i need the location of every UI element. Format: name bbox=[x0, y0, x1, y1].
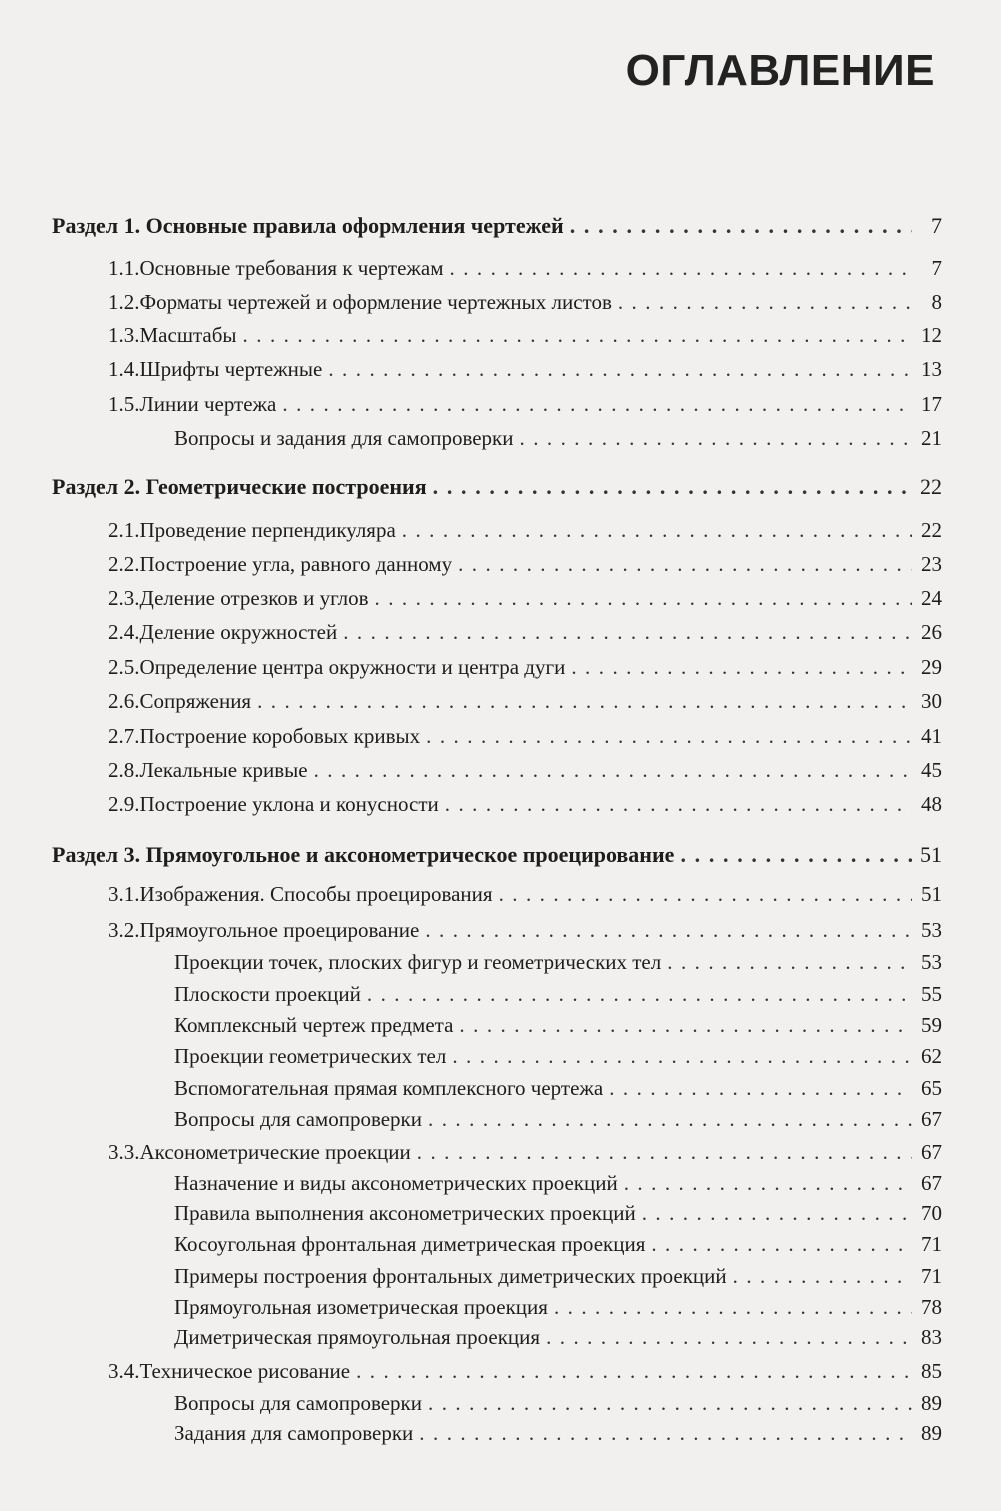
toc-entry-page: 26 bbox=[921, 620, 942, 644]
toc-entry-page: 59 bbox=[921, 1013, 942, 1037]
toc-section bbox=[52, 843, 942, 867]
toc-entry-page: 7 bbox=[931, 256, 942, 280]
toc-entry-title: Косоугольная фронтальная диметрическая проекция bbox=[174, 1232, 646, 1256]
toc-entry-title: Лекальные кривые bbox=[139, 758, 308, 782]
toc-entry-title: Прямоугольная изометрическая проекция bbox=[174, 1295, 548, 1319]
toc-entry-title: Раздел 3. Прямоугольное и аксонометрическое проецирование bbox=[52, 842, 675, 867]
dot-leader bbox=[570, 214, 912, 238]
toc-entry-page: 51 bbox=[920, 842, 942, 867]
toc-entry-title: Вопросы и задания для самопроверки bbox=[174, 426, 514, 450]
toc-entry-page: 53 bbox=[921, 950, 942, 974]
dot-leader bbox=[499, 882, 912, 906]
toc-entry-title: Плоскости проекций bbox=[174, 982, 361, 1006]
toc-entry-page: 70 bbox=[921, 1201, 942, 1225]
dot-leader bbox=[554, 1295, 912, 1319]
toc-entry-title: Правила выполнения аксонометрических проекций bbox=[174, 1201, 636, 1225]
dot-leader bbox=[642, 1201, 912, 1225]
toc-entry-number: 1.1. bbox=[108, 256, 140, 280]
toc-entry-page: 45 bbox=[921, 758, 942, 782]
toc-entry-title: Примеры построения фронтальных диметрических проекций bbox=[174, 1264, 727, 1288]
dot-leader bbox=[624, 1171, 912, 1195]
toc-entry bbox=[52, 1391, 942, 1415]
toc-entry-page: 41 bbox=[921, 724, 942, 748]
toc-entry-number: 3.4. bbox=[108, 1359, 140, 1383]
dot-leader bbox=[733, 1264, 912, 1288]
toc-entry-title: Шрифты чертежные bbox=[139, 357, 323, 381]
toc-entry bbox=[52, 1013, 942, 1037]
toc-entry-number: 2.9. bbox=[108, 792, 140, 816]
toc-entry-number: 2.8. bbox=[108, 758, 140, 782]
toc-entry-page: 62 bbox=[921, 1044, 942, 1068]
toc-entry bbox=[52, 586, 942, 610]
toc-entry bbox=[52, 620, 942, 644]
toc-entry bbox=[52, 792, 942, 816]
toc-entry-number: 3.2. bbox=[108, 918, 140, 942]
toc-entry bbox=[52, 392, 942, 416]
dot-leader bbox=[257, 689, 912, 713]
toc-entry-title: Проведение перпендикуляра bbox=[139, 518, 396, 542]
toc-entry bbox=[52, 1171, 942, 1195]
dot-leader bbox=[356, 1359, 912, 1383]
dot-leader bbox=[419, 1421, 912, 1445]
toc-entry-number: 2.1. bbox=[108, 518, 140, 542]
dot-leader bbox=[367, 982, 912, 1006]
toc-entry-page: 71 bbox=[921, 1232, 942, 1256]
toc-entry bbox=[52, 518, 942, 542]
toc-entry bbox=[52, 1421, 942, 1445]
toc-entry-number: 2.7. bbox=[108, 724, 140, 748]
toc-entry-page: 29 bbox=[921, 655, 942, 679]
toc-entry-title: Сопряжения bbox=[139, 689, 252, 713]
toc-entry-page: 21 bbox=[921, 426, 942, 450]
toc-entry-page: 53 bbox=[921, 918, 942, 942]
toc-entry bbox=[52, 323, 942, 347]
toc-entry-title: Задания для самопроверки bbox=[174, 1421, 414, 1445]
toc-entry-page: 7 bbox=[931, 213, 942, 238]
toc-section bbox=[52, 475, 942, 499]
toc-entry-page: 67 bbox=[921, 1171, 942, 1195]
dot-leader bbox=[546, 1325, 912, 1349]
toc-entry bbox=[52, 918, 942, 942]
toc-section bbox=[52, 214, 942, 238]
dot-leader bbox=[417, 1140, 912, 1164]
toc-entry-page: 22 bbox=[920, 474, 942, 499]
toc-entry-title: Определение центра окружности и центра дуги bbox=[139, 655, 566, 679]
toc-entry-page: 89 bbox=[921, 1391, 942, 1415]
toc-entry-title: Построение угла, равного данному bbox=[139, 552, 453, 576]
dot-leader bbox=[428, 1391, 912, 1415]
dot-leader bbox=[433, 475, 912, 499]
toc-entry bbox=[52, 1264, 942, 1288]
toc-entry bbox=[52, 655, 942, 679]
toc-entry-number: 2.5. bbox=[108, 655, 140, 679]
toc-entry-page: 85 bbox=[921, 1359, 942, 1383]
dot-leader bbox=[282, 392, 912, 416]
dot-leader bbox=[314, 758, 912, 782]
dot-leader bbox=[425, 918, 912, 942]
toc-entry bbox=[52, 290, 942, 314]
toc-entry-page: 71 bbox=[921, 1264, 942, 1288]
toc-entry bbox=[52, 758, 942, 782]
toc-entry-page: 8 bbox=[931, 290, 942, 314]
dot-leader bbox=[428, 1107, 912, 1131]
toc-entry bbox=[52, 256, 942, 280]
toc-entry bbox=[52, 882, 942, 906]
toc-entry-title: Изображения. Способы проецирования bbox=[139, 882, 493, 906]
toc-entry-number: 1.3. bbox=[108, 323, 140, 347]
toc-entry-title: Проекции точек, плоских фигур и геометрических тел bbox=[174, 950, 662, 974]
toc-entry-title: Аксонометрические проекции bbox=[139, 1140, 411, 1164]
dot-leader bbox=[452, 1044, 912, 1068]
toc-entry-page: 30 bbox=[921, 689, 942, 713]
toc-entry bbox=[52, 1140, 942, 1164]
toc-entry-title: Раздел 1. Основные правила оформления чертежей bbox=[52, 213, 564, 238]
dot-leader bbox=[402, 518, 912, 542]
page-title: ОГЛАВЛЕНИЕ bbox=[625, 46, 935, 95]
toc-entry-title: Линии чертежа bbox=[139, 392, 277, 416]
toc-entry-page: 17 bbox=[921, 392, 942, 416]
dot-leader bbox=[667, 950, 912, 974]
toc-entry-title: Диметрическая прямоугольная проекция bbox=[174, 1325, 541, 1349]
toc-entry-title: Основные требования к чертежам bbox=[139, 256, 444, 280]
toc-entry bbox=[52, 724, 942, 748]
toc-entry bbox=[52, 1325, 942, 1349]
toc-entry-page: 23 bbox=[921, 552, 942, 576]
toc-entry-title: Вопросы для самопроверки bbox=[174, 1107, 423, 1131]
toc-entry-page: 78 bbox=[921, 1295, 942, 1319]
toc-entry-title: Раздел 2. Геометрические построения bbox=[52, 474, 427, 499]
toc-entry bbox=[52, 552, 942, 576]
dot-leader bbox=[426, 724, 912, 748]
dot-leader bbox=[618, 290, 912, 314]
toc-entry bbox=[52, 1359, 942, 1383]
toc-entry-number: 3.1. bbox=[108, 882, 140, 906]
toc-entry bbox=[52, 1232, 942, 1256]
toc-entry-title: Вопросы для самопроверки bbox=[174, 1391, 423, 1415]
toc-entry bbox=[52, 982, 942, 1006]
dot-leader bbox=[375, 586, 912, 610]
toc-entry-title: Построение коробовых кривых bbox=[139, 724, 421, 748]
dot-leader bbox=[571, 655, 912, 679]
toc-entry bbox=[52, 689, 942, 713]
toc-entry-page: 67 bbox=[921, 1107, 942, 1131]
toc-entry-title: Комплексный чертеж предмета bbox=[174, 1013, 454, 1037]
toc-entry-number: 1.5. bbox=[108, 392, 140, 416]
toc-entry-page: 22 bbox=[921, 518, 942, 542]
toc-entry-number: 2.4. bbox=[108, 620, 140, 644]
toc-entry-page: 48 bbox=[921, 792, 942, 816]
toc-entry-title: Вспомогательная прямая комплексного чертежа bbox=[174, 1076, 604, 1100]
toc-entry-number: 3.3. bbox=[108, 1140, 140, 1164]
dot-leader bbox=[459, 1013, 912, 1037]
toc-entry-number: 1.4. bbox=[108, 357, 140, 381]
toc-entry bbox=[52, 1076, 942, 1100]
toc-entry bbox=[52, 950, 942, 974]
toc-entry-title: Масштабы bbox=[139, 323, 237, 347]
toc-entry-title: Деление окружностей bbox=[139, 620, 338, 644]
toc-entry-title: Прямоугольное проецирование bbox=[139, 918, 420, 942]
toc-entry-page: 12 bbox=[921, 323, 942, 347]
toc-entry-page: 51 bbox=[921, 882, 942, 906]
toc-entry-page: 55 bbox=[921, 982, 942, 1006]
toc-entry-number: 2.6. bbox=[108, 689, 140, 713]
toc-entry-title: Назначение и виды аксонометрических проекций bbox=[174, 1171, 618, 1195]
toc-entry-title: Форматы чертежей и оформление чертежных листов bbox=[139, 290, 612, 314]
toc-entry-number: 1.2. bbox=[108, 290, 140, 314]
toc-entry-number: 2.2. bbox=[108, 552, 140, 576]
toc-entry-title: Деление отрезков и углов bbox=[139, 586, 369, 610]
toc-entry bbox=[52, 1107, 942, 1131]
toc-entry-page: 89 bbox=[921, 1421, 942, 1445]
toc-entry-number: 2.3. bbox=[108, 586, 140, 610]
toc-entry-title: Техническое рисование bbox=[139, 1359, 351, 1383]
dot-leader bbox=[243, 323, 912, 347]
dot-leader bbox=[680, 843, 912, 867]
toc-entry-title: Проекции геометрических тел bbox=[174, 1044, 447, 1068]
dot-leader bbox=[328, 357, 912, 381]
dot-leader bbox=[609, 1076, 912, 1100]
toc-entry-page: 65 bbox=[921, 1076, 942, 1100]
dot-leader bbox=[651, 1232, 912, 1256]
toc-entry bbox=[52, 1295, 942, 1319]
dot-leader bbox=[458, 552, 912, 576]
toc-entry bbox=[52, 426, 942, 450]
toc-entry-page: 83 bbox=[921, 1325, 942, 1349]
dot-leader bbox=[450, 256, 912, 280]
toc-entry-page: 67 bbox=[921, 1140, 942, 1164]
dot-leader bbox=[445, 792, 912, 816]
toc-entry bbox=[52, 1044, 942, 1068]
toc-entry-page: 13 bbox=[921, 357, 942, 381]
toc-entry-page: 24 bbox=[921, 586, 942, 610]
toc-entry-title: Построение уклона и конусности bbox=[139, 792, 439, 816]
dot-leader bbox=[343, 620, 912, 644]
toc-entry bbox=[52, 1201, 942, 1225]
dot-leader bbox=[520, 426, 913, 450]
toc-entry bbox=[52, 357, 942, 381]
